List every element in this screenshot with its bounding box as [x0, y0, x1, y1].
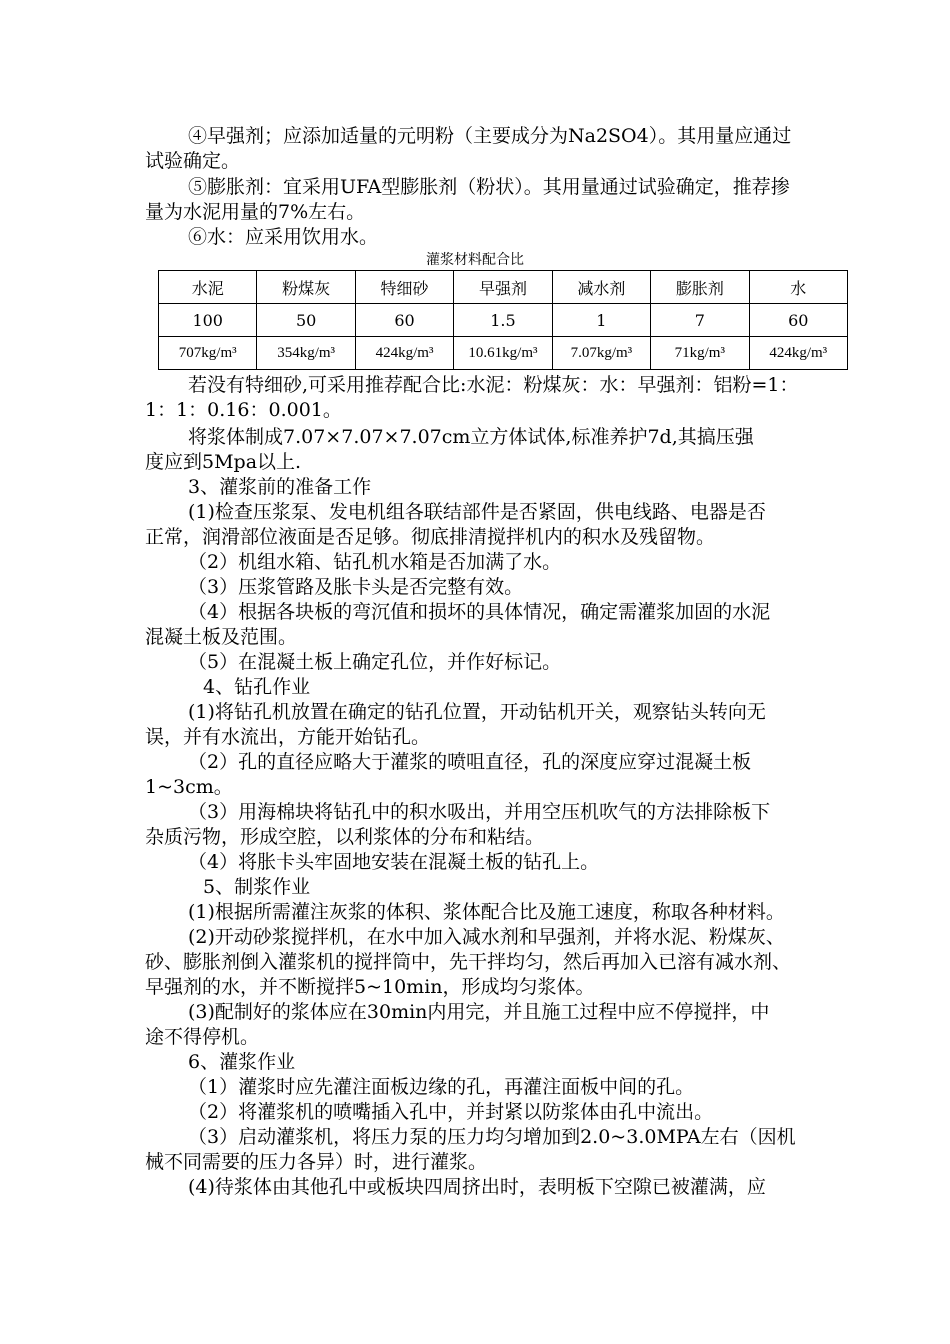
table-cell: 10.61kg/m³ — [454, 337, 552, 370]
para-grout-1: （1）灌浆时应先灌注面板边缘的孔，再灌注面板中间的孔。 — [188, 1076, 695, 1098]
table-cell: 7.07kg/m³ — [552, 337, 650, 370]
para-mix-2: (2)开动砂浆搅拌机，在水中加入减水剂和早强剂，并将水泥、粉煤灰、 — [188, 926, 785, 948]
table-cell: 60 — [355, 304, 453, 337]
para-prep-3: （3）压浆管路及胀卡头是否完整有效。 — [188, 576, 524, 598]
heading-preparation: 3、灌浆前的准备工作 — [188, 476, 372, 498]
para-drill-3: （3）用海棉块将钻孔中的积水吸出，并用空压机吹气的方法排除板下 — [188, 801, 771, 823]
para-grout-4: (4)待浆体由其他孔中或板块四周挤出时，表明板下空隙已被灌满，应 — [188, 1176, 766, 1198]
para-drill-3-cont: 杂质污物，形成空腔，以利浆体的分布和粘结。 — [145, 826, 545, 848]
table-cell: 水 — [749, 271, 847, 304]
para-specimen-cont: 度应到5Mpa以上. — [145, 451, 302, 473]
table-row-ratios — [159, 304, 848, 337]
table-cell: 减水剂 — [552, 271, 650, 304]
para-mix-2-cont: 砂、膨胀剂倒入灌浆机的搅拌筒中，先干拌均匀，然后再加入已溶有减水剂、 — [145, 951, 792, 973]
para-water: ⑥水：应采用饮用水。 — [188, 226, 379, 248]
para-prep-4-cont: 混凝土板及范围。 — [145, 626, 298, 648]
table-cell: 膨胀剂 — [651, 271, 749, 304]
para-drill-2-cont: 1~3cm。 — [145, 776, 233, 798]
heading-drilling: 4、钻孔作业 — [203, 676, 311, 698]
para-mix-3-cont: 途不得停机。 — [145, 1026, 260, 1048]
table-cell: 424kg/m³ — [749, 337, 847, 370]
table-cell: 特细砂 — [355, 271, 453, 304]
table-cell: 71kg/m³ — [651, 337, 749, 370]
table-cell: 1 — [552, 304, 650, 337]
para-early-strength: ④早强剂；应添加适量的元明粉（主要成分为Na2SO4）。其用量应通过 — [188, 125, 792, 147]
heading-grouting: 6、灌浆作业 — [188, 1051, 296, 1073]
table-cell: 7 — [651, 304, 749, 337]
heading-mixing: 5、制浆作业 — [203, 876, 311, 898]
table-cell: 707kg/m³ — [159, 337, 257, 370]
table-cell: 100 — [159, 304, 257, 337]
table-row-dosages — [159, 337, 848, 370]
table-header-row — [159, 271, 848, 304]
table-cell: 粉煤灰 — [257, 271, 355, 304]
table-caption: 灌浆材料配合比 — [426, 252, 524, 268]
para-expansion-agent: ⑤膨胀剂：宜采用UFA型膨胀剂（粉状）。其用量通过试验确定，推荐掺 — [188, 176, 790, 198]
para-grout-2: （2）将灌浆机的喷嘴插入孔中，并封紧以防浆体由孔中流出。 — [188, 1101, 714, 1123]
para-grout-3-cont: 械不同需要的压力各异）时，进行灌浆。 — [145, 1151, 488, 1173]
para-prep-4: （4）根据各块板的弯沉值和损坏的具体情况，确定需灌浆加固的水泥 — [188, 601, 771, 623]
para-prep-5: （5）在混凝土板上确定孔位，并作好标记。 — [188, 651, 562, 673]
para-drill-1: (1)将钻孔机放置在确定的钻孔位置，开动钻机开关，观察钻头转向无 — [188, 701, 766, 723]
para-drill-1-cont: 误，并有水流出，方能开始钻孔。 — [145, 726, 431, 748]
para-prep-1: (1)检查压浆泵、发电机组各联结部件是否紧固，供电线路、电器是否 — [188, 501, 766, 523]
table-cell: 354kg/m³ — [257, 337, 355, 370]
table-cell: 早强剂 — [454, 271, 552, 304]
table-cell: 50 — [257, 304, 355, 337]
para-prep-2: （2）机组水箱、钻孔机水箱是否加满了水。 — [188, 551, 562, 573]
para-mix-3: (3)配制好的浆体应在30min内用完，并且施工过程中应不停搅拌，中 — [188, 1001, 770, 1023]
para-mix-2-cont2: 早强剂的水，并不断搅拌5~10min，形成均匀浆体。 — [145, 976, 595, 998]
para-drill-2: （2）孔的直径应略大于灌浆的喷咀直径，孔的深度应穿过混凝土板 — [188, 751, 752, 773]
para-mix-1: (1)根据所需灌注灰浆的体积、浆体配合比及施工速度，称取各种材料。 — [188, 901, 785, 923]
para-drill-4: （4）将胀卡头牢固地安装在混凝土板的钻孔上。 — [188, 851, 600, 873]
para-early-strength-cont: 试验确定。 — [145, 150, 241, 172]
table-cell: 60 — [749, 304, 847, 337]
table-cell: 1.5 — [454, 304, 552, 337]
para-expansion-agent-cont: 量为水泥用量的7%左右。 — [145, 201, 366, 223]
para-prep-1-cont: 正常，润滑部位液面是否足够。彻底排清搅拌机内的积水及残留物。 — [145, 526, 716, 548]
para-recommended-ratio-cont: 1：1：0.16：0.001。 — [145, 399, 342, 421]
para-recommended-ratio: 若没有特细砂,可采用推荐配合比:水泥：粉煤灰：水：早强剂：铝粉=1： — [188, 374, 799, 396]
para-grout-3: （3）启动灌浆机，将压力泵的压力均匀增加到2.0~3.0MPA左右（因机 — [188, 1126, 796, 1148]
table-cell: 424kg/m³ — [355, 337, 453, 370]
para-specimen: 将浆体制成7.07×7.07×7.07cm立方体试体,标准养护7d,其搞压强 — [188, 426, 754, 448]
mix-ratio-table — [158, 270, 848, 370]
table-cell: 水泥 — [159, 271, 257, 304]
